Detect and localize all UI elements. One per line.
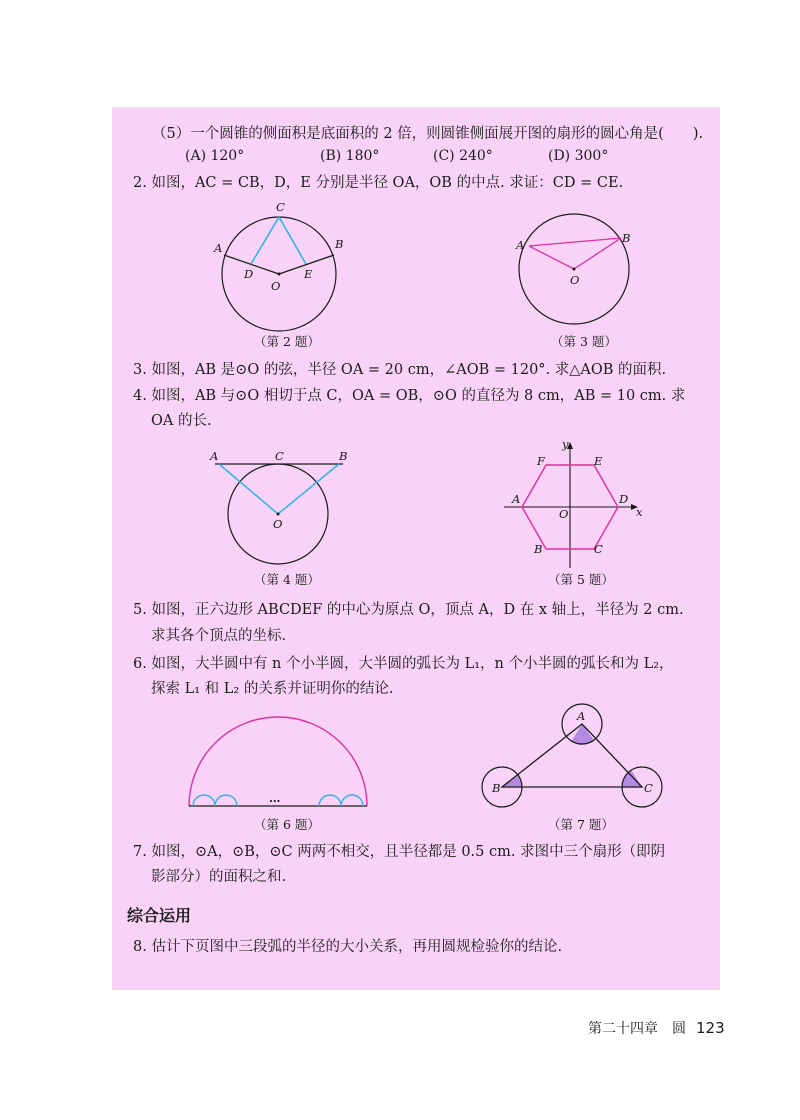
- q4-line1: 4. 如图，AB 与⊙O 相切于点 C，OA = OB，⊙O 的直径为 8 cm，AB = 10 cm. 求: [133, 388, 686, 404]
- figure-4: [205, 448, 355, 568]
- fig3-caption: （第 3 题）: [551, 334, 617, 349]
- q2-text: 2. 如图，AC = CB，D，E 分别是半径 OA，OB 的中点. 求证：CD = CE.: [133, 175, 624, 191]
- fig5-label-c: C: [594, 542, 603, 556]
- fig5-label-b: B: [534, 542, 543, 556]
- fig2-label-d: D: [244, 267, 254, 281]
- fig3-chord-ab: [529, 238, 621, 246]
- fig6-small-semicircle: [319, 795, 341, 806]
- fig4-label-o: O: [273, 517, 283, 531]
- fig3-label-b: B: [622, 231, 631, 245]
- figure-3: [510, 218, 640, 328]
- q5-option-c: (C) 240°: [433, 148, 493, 164]
- fig3-label-a: A: [516, 238, 525, 252]
- section-title: 综合运用: [127, 906, 192, 925]
- fig3-label-o: O: [570, 273, 580, 287]
- q5b-line1: 5. 如图，正六边形 ABCDEF 的中心为原点 O，顶点 A，D 在 x 轴上，半径为 2 cm.: [133, 602, 684, 618]
- fig6-caption: （第 6 题）: [254, 817, 320, 832]
- fig4-label-a: A: [210, 449, 219, 463]
- fig7-triangle: [502, 724, 642, 787]
- fig4-segment-ob: [278, 464, 339, 514]
- fig5-label-d: D: [619, 492, 629, 506]
- fig6-dots: …: [269, 791, 281, 805]
- fig2-label-c: C: [276, 200, 285, 214]
- q5-stem: （5）一个圆锥的侧面积是底面积的 2 倍，则圆锥侧面展开图的扇形的圆心角是( ).: [152, 126, 704, 142]
- fig5-caption: （第 5 题）: [548, 572, 614, 587]
- page-number: 123: [696, 1019, 725, 1037]
- q4-line2: OA 的长.: [151, 413, 212, 429]
- fig2-label-a: A: [214, 241, 223, 255]
- q8-text: 8. 估计下页图中三段弧的半径的大小关系，再用圆规检验你的结论.: [133, 939, 563, 955]
- q7-line2: 影部分）的面积之和.: [151, 869, 287, 885]
- fig5-label-e: E: [594, 454, 603, 468]
- fig4-label-b: B: [339, 449, 348, 463]
- fig3-radius-oa: [529, 246, 574, 269]
- fig2-caption: （第 2 题）: [254, 334, 320, 349]
- fig7-label-c: C: [644, 781, 653, 795]
- fig5-label-o: O: [559, 507, 569, 521]
- fig6-small-semicircle: [193, 795, 215, 806]
- figure-2: [210, 200, 350, 330]
- fig6-small-semicircle: [341, 795, 363, 806]
- fig5-label-f: F: [537, 454, 545, 468]
- q6-line2: 探索 L₁ 和 L₂ 的关系并证明你的结论.: [151, 681, 394, 697]
- q3-text: 3. 如图，AB 是⊙O 的弦，半径 OA = 20 cm，∠AOB = 120°. 求△AOB 的面积.: [133, 362, 667, 378]
- q5-option-d: (D) 300°: [548, 148, 609, 164]
- fig3-radius-ob: [574, 238, 621, 269]
- fig5-label-y: y: [562, 437, 569, 451]
- fig4-caption: （第 4 题）: [254, 572, 320, 587]
- q7-line1: 7. 如图，⊙A，⊙B，⊙C 两两不相交，且半径都是 0.5 cm. 求图中三个扇形（即阴: [133, 844, 666, 860]
- fig7-label-a: A: [577, 709, 586, 723]
- q5-option-a: (A) 120°: [185, 148, 245, 164]
- figure-5: [500, 437, 645, 570]
- footer-chapter: 第二十四章 圆: [588, 1021, 686, 1037]
- fig7-caption: （第 7 题）: [548, 817, 614, 832]
- page-footer: [588, 1018, 725, 1038]
- q6-line1: 6. 如图，大半圆中有 n 个小半圆，大半圆的弧长为 L₁，n 个小半圆的弧长和为 L₂，: [133, 656, 674, 672]
- fig4-label-c: C: [275, 449, 284, 463]
- fig4-segment-oa: [219, 464, 278, 514]
- fig2-label-o: O: [271, 279, 281, 293]
- q5-option-b: (B) 180°: [320, 148, 380, 164]
- fig2-segment-cd: [251, 217, 279, 264]
- fig6-small-semicircle: [215, 795, 237, 806]
- fig7-label-b: B: [492, 781, 501, 795]
- fig2-label-b: B: [335, 237, 344, 251]
- figure-7: [480, 703, 670, 813]
- fig2-segment-ce: [279, 217, 306, 264]
- fig5-label-a: A: [512, 492, 521, 506]
- fig2-label-e: E: [304, 267, 313, 281]
- figure-6: [185, 718, 375, 813]
- q5b-line2: 求其各个顶点的坐标.: [151, 628, 287, 644]
- fig5-label-x: x: [636, 505, 643, 519]
